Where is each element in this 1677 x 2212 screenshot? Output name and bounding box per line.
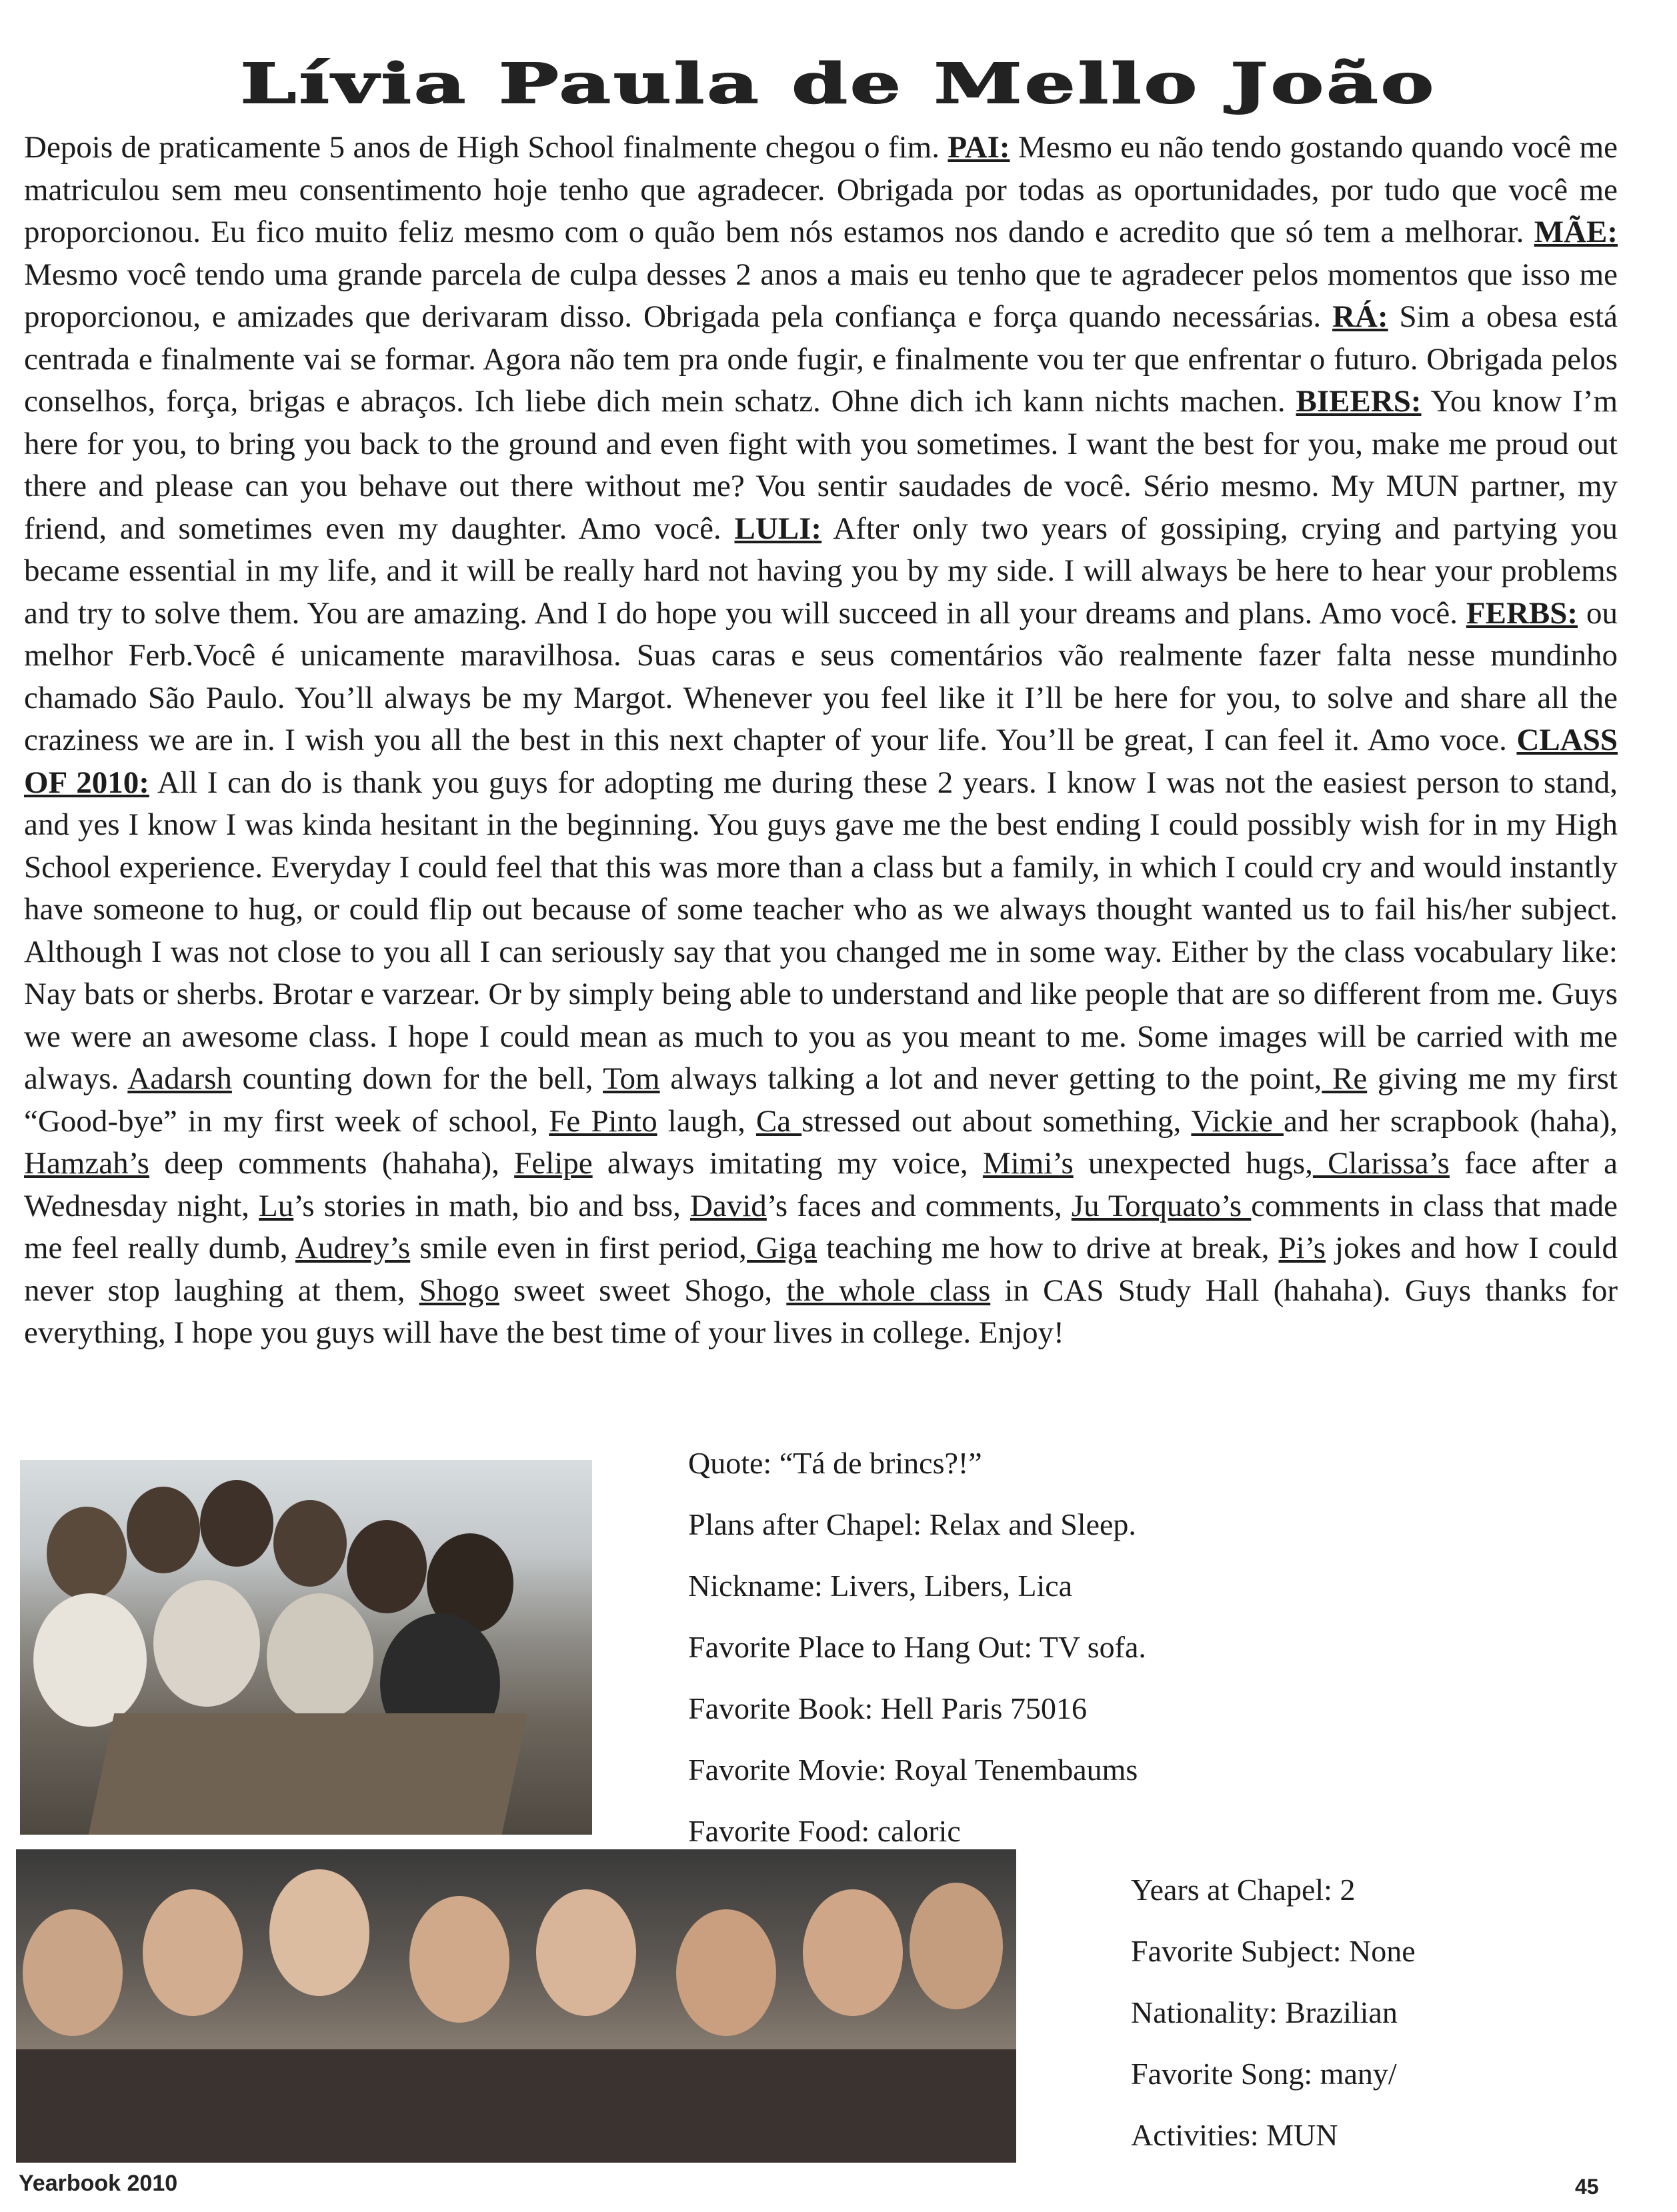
photo-clothing — [16, 2049, 1016, 2163]
photo-figure — [803, 1889, 903, 2016]
body-segment: and her scrapbook (haha), — [1283, 1103, 1618, 1139]
body-segment: Sim a obesa está centrada e finalmente vai se formar. Agora não tem pra onde fugir, e finalmente vou ter que enfrentar o futuro. Obrigada pelos conselhos, força, brigas e abraços. Ich liebe dich mein schatz. Ohne dich ich kann nichts machen. — [24, 299, 1618, 419]
page-title: Lívia Paula de Mello João — [240, 52, 1437, 116]
body-segment: Mesmo eu não tendo gostando quando você me matriculou sem meu consentimento hoje tenho que agradecer. Obrigada por todas as oportunidades, por tudo que você me proporcionou. Eu fico muito feliz mesmo com o quão bem nós estamos nos dando e acredito que só tem a melhorar. — [24, 130, 1618, 249]
body-segment: After only two years of gossiping, crying and partying you became essential in my life, and it will be really hard not having you by my side. I will always be here to hear your problems and try to solve them. You are amazing. And I do hope you will succeed in all your dreams and plans. Amo você. — [24, 511, 1618, 631]
body-text — [24, 127, 1618, 1355]
heading-ferbs: FERBS: — [1466, 595, 1578, 631]
group-photo-table — [20, 1460, 592, 1835]
fact-subject: Favorite Subject: None — [1131, 1934, 1416, 1968]
body-segment: ou melhor Ferb.Você é unicamente maravilhosa. Suas caras e seus comentários vão realmente fazer falta nesse mundinho chamado São Paulo. You’ll always be my Margot. Whenever you feel like it I’ll be here for you, to solve and share all the craziness we are in. I wish you all the best in this next chapter of your life. You’ll be great, I can feel it. Amo voce. — [24, 595, 1618, 757]
heading-mae: MÃE: — [1534, 215, 1618, 249]
photo-figure — [910, 1883, 1003, 2009]
heading-pai: PAI: — [948, 130, 1010, 165]
body-segment: All I can do is thank you guys for adopting me during these 2 years. I know I was not the easiest person to stand, and yes I know I was kinda hesitant in the beginning. You guys gave me the best ending I could possibly wish for in my High School experience. Everyday I could feel that this was more than a class but a family, in which I could cry and would instantly have someone to hug, or could flip out because of some teacher who as we always thought wanted us to fail his/her subject. Although I was not close to you all I can seriously say that you changed me in some way. Either by the class vocabulary like: Nay bats or sherbs. Brotar e varzear. Or by simply being able to understand and like people that are so different from me. Guys we were an awesome class. I hope I could mean as much to you as you meant to me. Some images will be carried with me always. — [24, 765, 1618, 1096]
body-segment: sweet sweet Shogo, — [499, 1273, 787, 1308]
body-segment: ’s faces and comments, — [766, 1188, 1072, 1223]
name-aadarsh: Aadarsh — [127, 1061, 232, 1096]
body-segment: face after a Wednesday night, — [24, 1146, 1618, 1223]
body-segment: stressed out about something, — [801, 1103, 1192, 1139]
photo-figure — [267, 1593, 373, 1720]
heading-luli: LULI: — [734, 511, 822, 546]
photo-figure — [33, 1593, 147, 1727]
photo-figure — [536, 1889, 636, 2016]
heading-bieers: BIEERS: — [1296, 384, 1422, 419]
fact-nationality: Nationality: Brazilian — [1131, 1995, 1398, 2029]
name-vickie: Vickie — [1191, 1103, 1284, 1139]
body-segment: Mesmo você tendo uma grande parcela de culpa desses 2 anos a mais eu tenho que te agradecer pelos momentos que isso me proporcionou, e amizades que derivaram disso. Obrigada pela confiança e força quando necessárias. — [24, 257, 1618, 334]
fact-quote: Quote: “Tá de brincs?!” — [688, 1446, 982, 1480]
photo-figure — [47, 1507, 127, 1600]
name-re: Re — [1322, 1061, 1368, 1096]
name-david: David — [689, 1188, 767, 1223]
group-photo-night — [16, 1849, 1016, 2163]
name-felipe: Felipe — [514, 1146, 593, 1181]
name-fe-pinto: Fe Pinto — [549, 1103, 657, 1139]
photo-figure — [127, 1487, 200, 1573]
fact-song: Favorite Song: many/ — [1131, 2057, 1397, 2091]
name-giga: , Giga — [738, 1231, 817, 1265]
name-clarissa: Clarissa’s — [1312, 1146, 1450, 1181]
body-segment: unexpected hugs, — [1073, 1146, 1313, 1181]
body-segment: counting down for the bell, — [231, 1061, 603, 1096]
fact-nickname: Nickname: Livers, Libers, Lica — [688, 1569, 1073, 1603]
fact-food: Favorite Food: caloric — [688, 1814, 961, 1848]
body-segment: ’s stories in math, bio and bss, — [293, 1188, 690, 1223]
fact-activities: Activities: MUN — [1131, 2118, 1338, 2152]
fact-movie: Favorite Movie: Royal Tenembaums — [688, 1753, 1138, 1787]
facts-bottom — [1131, 1872, 1638, 2165]
fact-plans: Plans after Chapel: Relax and Sleep. — [688, 1507, 1136, 1541]
photo-figure — [153, 1580, 260, 1707]
photo-table — [86, 1713, 528, 1835]
body-segment: always talking a lot and never getting to the point, — [659, 1061, 1322, 1096]
body-segment: jokes and how I could never stop laughing at them, — [24, 1231, 1618, 1308]
photo-figure — [273, 1500, 347, 1587]
heading-class-of-2010: CLASS OF 2010: — [24, 723, 1618, 800]
body-segment: in CAS Study Hall (hahaha). Guys thanks for everything, I hope you guys will have the best time of your lives in college. Enjoy! — [24, 1273, 1618, 1350]
fact-hangout: Favorite Place to Hang Out: TV sofa. — [688, 1630, 1146, 1664]
name-lu: Lu — [259, 1188, 294, 1223]
name-whole-class: the whole class — [786, 1273, 991, 1308]
body-segment: Depois de praticamente 5 anos de High School finalmente chegou o fim. — [24, 130, 940, 165]
photo-figure — [409, 1896, 509, 2023]
name-mimi: Mimi’s — [982, 1146, 1074, 1181]
photo-figure — [676, 1909, 776, 2036]
body-segment: laugh, — [657, 1103, 756, 1139]
fact-book: Favorite Book: Hell Paris 75016 — [688, 1691, 1087, 1725]
heading-ra: RÁ: — [1332, 299, 1388, 334]
body-segment: teaching me how to drive at break, — [817, 1231, 1279, 1265]
photo-figure — [269, 1869, 369, 1996]
body-segment: smile even in first period — [410, 1231, 739, 1265]
name-ca: Ca — [755, 1103, 802, 1139]
photo-figure — [23, 1909, 123, 2036]
body-segment: always imitating my voice, — [592, 1146, 983, 1181]
facts-top — [688, 1445, 1355, 1848]
fact-years: Years at Chapel: 2 — [1131, 1873, 1356, 1907]
page-number: 45 — [1575, 2175, 1599, 2199]
body-segment: deep comments (hahaha), — [149, 1146, 515, 1181]
name-tom: Tom — [603, 1061, 660, 1096]
name-pi: Pi’s — [1278, 1231, 1326, 1265]
body-segment: comments in class that made me feel really dumb, — [24, 1188, 1618, 1265]
photo-figure — [200, 1480, 273, 1567]
name-shogo: Shogo — [419, 1273, 499, 1308]
name-hamzah: Hamzah’s — [24, 1146, 149, 1181]
footer-yearbook: Yearbook 2010 — [19, 2171, 178, 2196]
name-ju-torquato: Ju Torquato’s — [1071, 1188, 1252, 1223]
photo-figure — [347, 1520, 427, 1613]
photo-figure — [143, 1889, 243, 2016]
name-audrey: Audrey’s — [295, 1231, 411, 1265]
body-segment: giving me my first “Good-bye” in my first week of school, — [24, 1061, 1618, 1139]
body-segment: You know I’m here for you, to bring you back to the ground and even fight with you sometimes. I want the best for you, make me proud out there and please can you behave out there without me? Vou sentir saudades de você. Sério mesmo. My MUN partner, my friend, and sometimes even my daughter. Amo você. — [24, 384, 1618, 546]
